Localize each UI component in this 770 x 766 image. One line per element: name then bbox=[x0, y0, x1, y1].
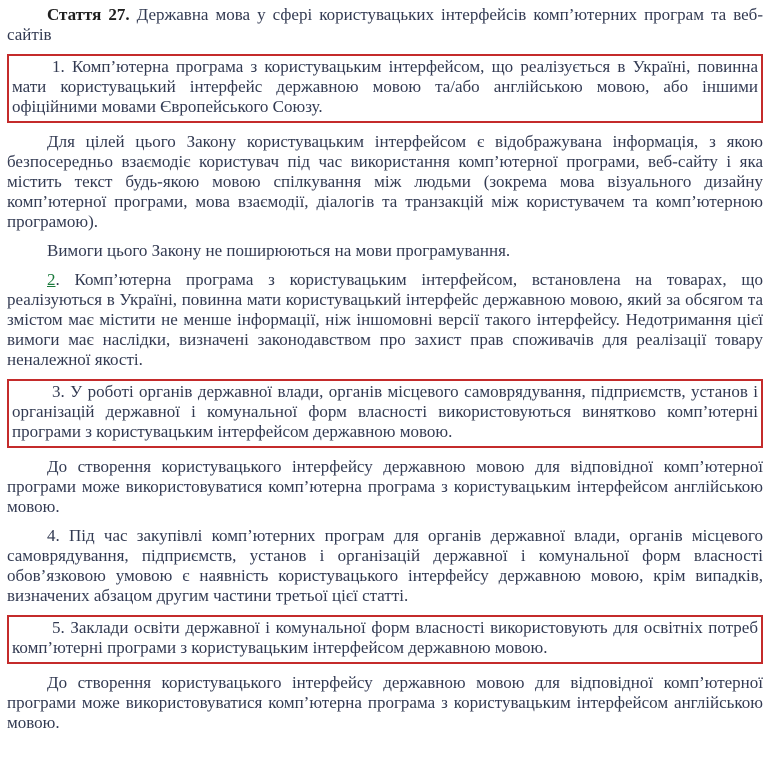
paragraph-part-3-highlighted: 3. У роботі органів державної влади, органів місцевого самоврядування, підприємств, установ і організацій державної і комунальної форм власності використовуються винятково комп’ютерні програми з користувацьким інтерфейсом державною мовою. bbox=[7, 379, 763, 448]
paragraph-part-1-highlighted: 1. Комп’ютерна програма з користувацьким інтерфейсом, що реалізується в Україні, повинна мати користувацький інтерфейс державною мовою та/або англійською мовою, або іншими офіційними мовами Європейського Союзу. bbox=[7, 54, 763, 123]
paragraph-programming-languages: Вимоги цього Закону не поширюються на мови програмування. bbox=[47, 241, 511, 260]
article-title-text: Державна мова у сфері користувацьких інтерфейсів комп’ютерних програм та веб-сайтів bbox=[7, 5, 763, 44]
paragraph-ui-definition: Для цілей цього Закону користувацьким інтерфейсом є відображувана інформація, з якою безпосередньо взаємодіє користувач під час використання комп’ютерної програми, веб-сайту і яка містить текст будь-якою мовою спілкування між людьми (зокрема мова візуального дизайну комп’ютерної програми, мова взаємодії, діалогів та транзакцій між користувачем та комп’ютерною програмою). bbox=[7, 132, 763, 231]
paragraph-part-2-text: . Комп’ютерна програма з користувацьким інтерфейсом, встановлена на товарах, що реалізуються в Україні, повинна мати користувацький інтерфейс державною мовою, який за обсягом та змістом має містити не менше інформації, ніж іншомовні версії такого інтерфейсу. Недотримання цієї вимоги має наслідки, визначені законодавством про захист прав споживачів для реалізації товару неналежної якості. bbox=[7, 270, 763, 369]
paragraph-english-fallback-2: До створення користувацького інтерфейсу державною мовою для відповідної комп’ютерної програми може використовуватися комп’ютерна програма з користувацьким інтерфейсом англійською мовою. bbox=[7, 673, 763, 732]
article-number-label: Стаття 27. bbox=[47, 5, 130, 24]
paragraph-part-5-highlighted: 5. Заклади освіти державної і комунальної форм власності використовують для освітніх потреб комп’ютерні програми з користувацьким інтерфейсом державною мовою. bbox=[7, 615, 763, 664]
paragraph-part-2 bbox=[7, 270, 763, 370]
paragraph-part-4: 4. Під час закупівлі комп’ютерних програм для органів державної влади, органів місцевого самоврядування, підприємств, установ і організацій державної і комунальної форм власності обов’язковою умовою є наявність користувацького інтерфейсу державною мовою, крім випадків, визначених абзацом другим частини третьої цієї статті. bbox=[7, 526, 763, 605]
paragraph-english-fallback-1: До створення користувацького інтерфейсу державною мовою для відповідної комп’ютерної програми може використовуватися комп’ютерна програма з користувацьким інтерфейсом англійською мовою. bbox=[7, 457, 763, 516]
page-title bbox=[7, 5, 763, 45]
part-2-link[interactable]: 2 bbox=[47, 270, 56, 289]
